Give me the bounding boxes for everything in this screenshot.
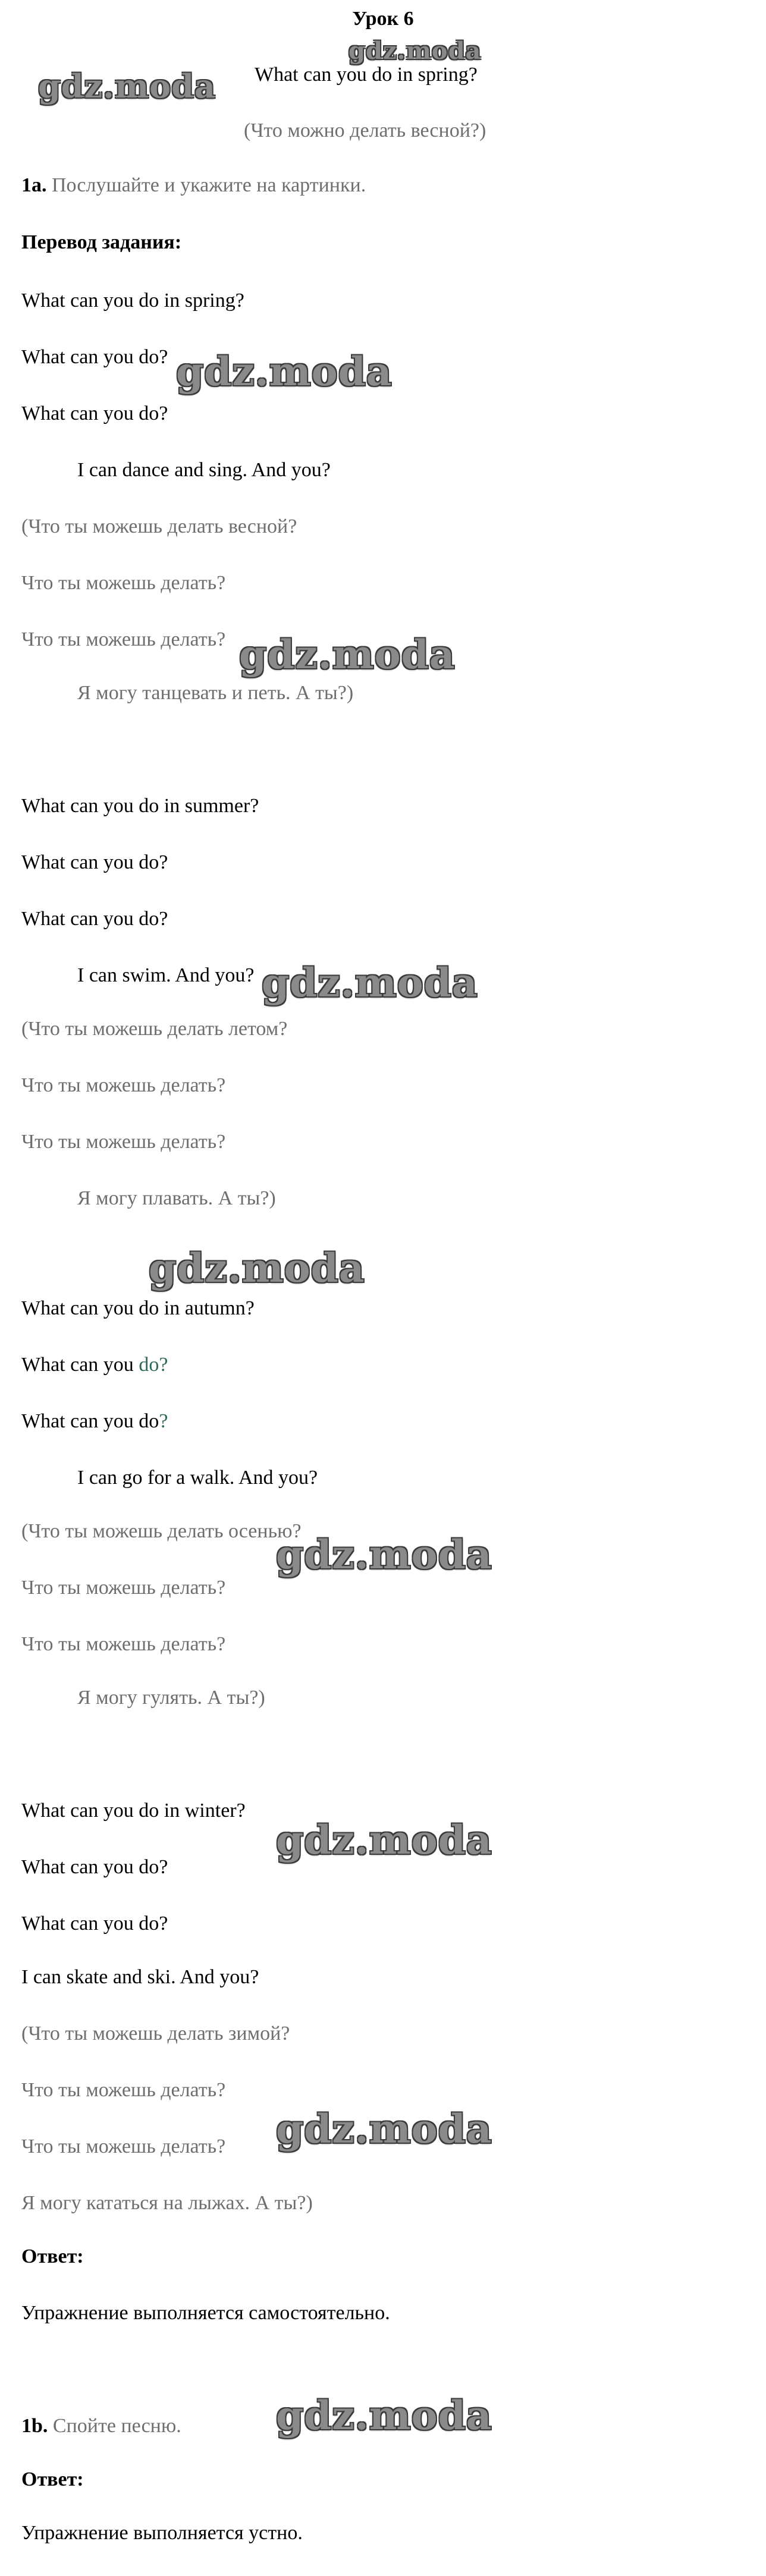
task-instruction: Спойте песню. (52, 2415, 181, 2437)
autumn-question (21, 1353, 168, 1377)
answer-label: Ответ: (21, 2245, 84, 2267)
autumn-question (21, 1410, 168, 1433)
summer-question: What can you do in summer? (21, 795, 259, 817)
winter-question: What can you do? (21, 1856, 168, 1878)
summer-translation: Я могу плавать. А ты?) (77, 1187, 276, 1209)
summer-translation: Что ты можешь делать? (21, 1074, 226, 1096)
spring-translation: Что ты можешь делать? (21, 572, 226, 594)
subtitle-translation: (Что можно делать весной?) (244, 119, 486, 141)
translation-heading: Перевод задания: (21, 231, 182, 253)
answer-text: Упражнение выполняется устно. (21, 2522, 303, 2544)
autumn-translation: Что ты можешь делать? (21, 1633, 226, 1655)
watermark-logo: gdz.moda (262, 960, 478, 1006)
task-1b (21, 2414, 181, 2438)
winter-translation: Что ты можешь делать? (21, 2135, 226, 2157)
question-text: What can you (21, 1354, 139, 1376)
winter-translation: Что ты можешь делать? (21, 2079, 226, 2101)
answer-text: Упражнение выполняется самостоятельно. (21, 2302, 390, 2324)
autumn-translation: Я могу гулять. А ты?) (77, 1687, 265, 1709)
watermark-logo: gdz.moda (38, 67, 216, 105)
watermark-logo: gdz.moda (276, 1531, 492, 1578)
spring-translation: Что ты можешь делать? (21, 628, 226, 650)
watermark-logo: gdz.moda (276, 1817, 492, 1863)
summer-question: What can you do? (21, 851, 168, 873)
question-text-colored: do? (139, 1354, 168, 1376)
watermark-logo: gdz.moda (276, 2106, 492, 2152)
autumn-translation: (Что ты можешь делать осенью? (21, 1520, 302, 1542)
task-number: 1a. (21, 174, 47, 196)
answer-label: Ответ: (21, 2468, 84, 2490)
spring-question: What can you do in spring? (21, 290, 244, 312)
spring-translation: Я могу танцевать и петь. А ты?) (77, 682, 354, 704)
question-text-colored: ? (159, 1410, 168, 1432)
autumn-answer: I can go for a walk. And you? (77, 1467, 318, 1489)
summer-translation: Что ты можешь делать? (21, 1131, 226, 1153)
winter-question: What can you do in winter? (21, 1800, 246, 1822)
summer-translation: (Что ты можешь делать летом? (21, 1018, 288, 1040)
summer-question: What can you do? (21, 908, 168, 930)
watermark-logo: gdz.moda (176, 348, 393, 395)
spring-question: What can you do? (21, 402, 168, 424)
winter-translation: Я могу кататься на лыжах. А ты?) (21, 2192, 313, 2214)
task-number: 1b. (21, 2415, 48, 2437)
winter-answer: I can skate and ski. And you? (21, 1966, 259, 1988)
watermark-logo: gdz.moda (349, 37, 482, 65)
lesson-title: Урок 6 (352, 8, 414, 30)
winter-translation: (Что ты можешь делать зимой? (21, 2023, 290, 2045)
question-text: What can you do (21, 1410, 159, 1432)
watermark-logo: gdz.moda (239, 631, 456, 678)
summer-answer: I can swim. And you? (77, 964, 255, 986)
spring-translation: (Что ты можешь делать весной? (21, 515, 297, 537)
winter-question: What can you do? (21, 1913, 168, 1935)
watermark-logo: gdz.moda (149, 1245, 365, 1291)
autumn-translation: Что ты можешь делать? (21, 1577, 226, 1599)
watermark-logo: gdz.moda (276, 2392, 492, 2439)
subtitle: What can you do in spring? (255, 64, 478, 86)
task-instruction: Послушайте и укажите на картинки. (52, 174, 366, 196)
autumn-question: What can you do in autumn? (21, 1297, 255, 1319)
spring-answer: I can dance and sing. And you? (77, 459, 331, 481)
spring-question: What can you do? (21, 346, 168, 368)
task-1a (21, 174, 366, 197)
